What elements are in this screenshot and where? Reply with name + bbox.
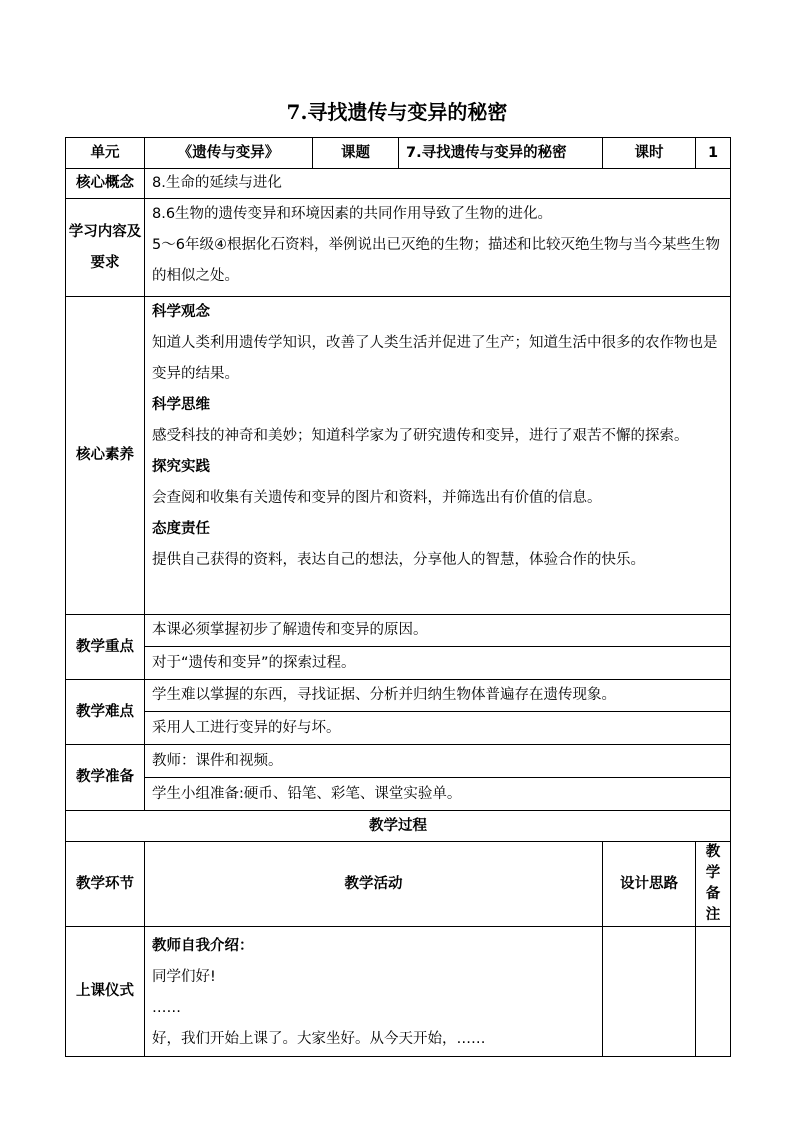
- stage-opening-line-3: 好，我们开始上课了。大家坐好。从今天开始，……: [152, 1031, 486, 1047]
- preparation-1: 教师：课件和视频。: [145, 745, 731, 778]
- literacy-content: [145, 297, 731, 615]
- stage-opening-line-2: ……: [152, 1000, 181, 1016]
- literacy-heading-1: 科学观念: [152, 304, 210, 320]
- col-stage-header: 教学环节: [66, 842, 145, 927]
- unit-label: 单元: [66, 138, 145, 169]
- stage-opening-line-1: 同学们好!: [152, 969, 216, 985]
- lesson-plan-table: [65, 137, 731, 1057]
- key-points-label: 教学重点: [66, 615, 145, 680]
- literacy-text-2: 感受科技的神奇和美妙；知道科学家为了研究遗传和变异，进行了艰苦不懈的探索。: [152, 428, 689, 444]
- literacy-text-4: 提供自己获得的资料，表达自己的想法，分享他人的智慧，体验合作的快乐。: [152, 552, 645, 568]
- period-label: 课时: [603, 138, 696, 169]
- process-header-row: [66, 842, 731, 927]
- col-notes-header: 教学备注: [696, 842, 731, 927]
- stage-opening-label: 上课仪式: [66, 927, 145, 1057]
- literacy-text-1: 知道人类利用遗传学知识，改善了人类生活并促进了生产；知道生活中很多的农作物也是变异的结果。: [152, 335, 718, 382]
- difficulties-row-2: [66, 712, 731, 745]
- header-row: [66, 138, 731, 169]
- key-point-2: 对于“遗传和变异”的探索过程。: [145, 647, 731, 680]
- topic-value: 7.寻找遗传与变异的秘密: [399, 138, 603, 169]
- unit-value: 《遗传与变异》: [145, 138, 313, 169]
- stage-opening-heading: 教师自我介绍：: [152, 938, 254, 954]
- core-concept-label: 核心概念: [66, 169, 145, 199]
- process-title: 教学过程: [66, 811, 731, 842]
- learning-line-1: 8.6生物的遗传变异和环境因素的共同作用导致了生物的进化。: [152, 206, 553, 222]
- preparation-row-2: [66, 778, 731, 811]
- stage-row-opening: [66, 927, 731, 1057]
- literacy-label: 核心素养: [66, 297, 145, 615]
- learning-row: [66, 199, 731, 297]
- process-title-row: [66, 811, 731, 842]
- learning-label: 学习内容及要求: [66, 199, 145, 297]
- literacy-row: [66, 297, 731, 615]
- stage-opening-notes: [696, 927, 731, 1057]
- key-point-1: 本课必须掌握初步了解遗传和变异的原因。: [145, 615, 731, 647]
- page-title: 7.寻找遗传与变异的秘密: [286, 100, 508, 124]
- col-design-header: 设计思路: [603, 842, 696, 927]
- preparation-row-1: [66, 745, 731, 778]
- preparation-label: 教学准备: [66, 745, 145, 811]
- preparation-2: 学生小组准备:硬币、铅笔、彩笔、课堂实验单。: [145, 778, 731, 811]
- difficulty-1: 学生难以掌握的东西，寻找证据、分析并归纳生物体普遍存在遗传现象。: [145, 680, 731, 712]
- literacy-heading-3: 探究实践: [152, 459, 210, 475]
- col-activity-header: 教学活动: [145, 842, 603, 927]
- core-concept-row: [66, 169, 731, 199]
- stage-opening-activity: [145, 927, 603, 1057]
- learning-line-2: 5～6年级④根据化石资料，举例说出已灭绝的生物；描述和比较灭绝生物与当今某些生物的相似之处。: [152, 237, 720, 284]
- literacy-heading-4: 态度责任: [152, 521, 210, 537]
- literacy-text-3: 会查阅和收集有关遗传和变异的图片和资料，并筛选出有价值的信息。: [152, 490, 602, 506]
- difficulties-label: 教学难点: [66, 680, 145, 745]
- key-points-row-1: [66, 615, 731, 647]
- stage-opening-design: [603, 927, 696, 1057]
- period-value: 1: [696, 138, 731, 169]
- difficulties-row-1: [66, 680, 731, 712]
- core-concept-value: 8.生命的延续与进化: [145, 169, 731, 199]
- key-points-row-2: [66, 647, 731, 680]
- literacy-heading-2: 科学思维: [152, 397, 210, 413]
- learning-content: [145, 199, 731, 297]
- difficulty-2: 采用人工进行变异的好与坏。: [145, 712, 731, 745]
- topic-label: 课题: [313, 138, 399, 169]
